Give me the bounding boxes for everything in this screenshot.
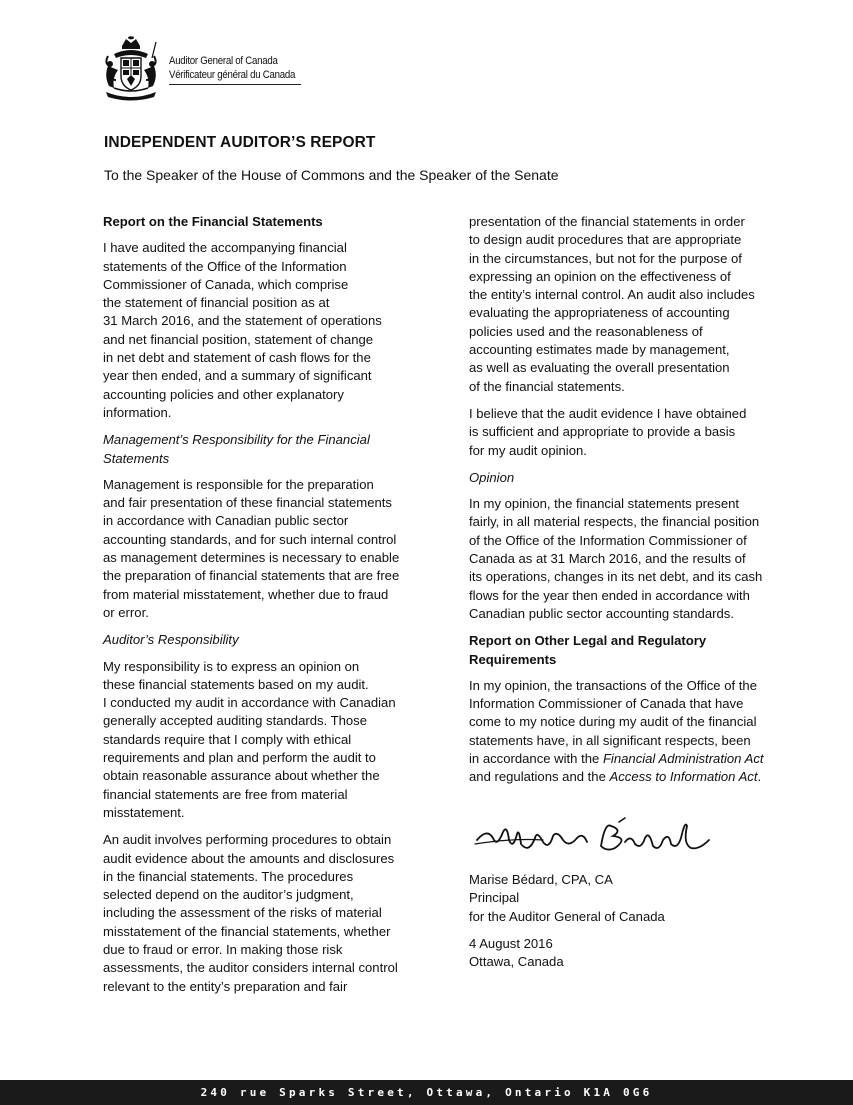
text-line: year then ended, and a summary of significant (103, 368, 372, 384)
legal-line (469, 768, 799, 786)
text-line: in net debt and statement of cash flows for the (103, 350, 371, 366)
text-line: in the circumstances, but not for the purpose of (469, 250, 742, 266)
coat-of-arms-icon (100, 36, 162, 104)
paragraph-auditor-1 (103, 658, 433, 823)
text-line: as well as evaluating the overall presentation (469, 360, 730, 376)
paragraph-auditor-3 (469, 405, 799, 460)
legal-line: In my opinion, the transactions of the Office of the (469, 677, 757, 693)
legal-text: . (757, 769, 762, 785)
footer-bar (0, 1080, 853, 1105)
signatory-role: Principal (469, 890, 520, 906)
text-line: for my audit opinion. (469, 442, 587, 458)
text-line: these financial statements based on my audit. (103, 676, 369, 692)
text-line: due to fraud or error. In making those risk (103, 941, 343, 957)
legal-text: and regulations and the (469, 769, 610, 785)
text-line: in the financial statements. The procedures (103, 868, 354, 884)
text-line: information. (103, 404, 172, 420)
text-line: expressing an opinion on the effectiveness of (469, 268, 731, 284)
text-line: including the assessment of the risks of material (103, 905, 382, 921)
text-line: generally accepted auditing standards. Those (103, 713, 367, 729)
paragraph-auditor-2 (103, 831, 433, 996)
report-place: Ottawa, Canada (469, 954, 564, 970)
right-column (469, 213, 799, 980)
signatory-name: Marise Bédard, CPA, CA (469, 871, 613, 887)
paragraph-intro (103, 239, 433, 422)
text-line: the preparation of financial statements that are free (103, 568, 400, 584)
text-line: Canadian public sector accounting standards. (469, 605, 734, 621)
text-line: its operations, changes in its net debt, and its cash (469, 569, 763, 585)
text-line: of the financial statements. (469, 378, 625, 394)
legal-line (469, 750, 799, 768)
report-title: INDEPENDENT AUDITOR’S REPORT (104, 134, 376, 151)
legal-line: come to my notice during my audit of the financial (469, 714, 757, 730)
text-line: of the Office of the Information Commissioner of (469, 532, 747, 548)
heading-financial-statements: Report on the Financial Statements (103, 214, 323, 229)
org-name-french: Vérificateur général du Canada (169, 69, 296, 81)
legal-line: statements have, in all significant respects, been (469, 732, 751, 748)
text-line: accounting estimates made by management, (469, 342, 730, 358)
text-line: requirements and plan and perform the audit to (103, 750, 376, 766)
text-line: Report on Other Legal and Regulatory (469, 633, 707, 649)
heading-management-responsibility (103, 431, 433, 468)
text-line: relevant to the entity’s preparation and fair (103, 978, 348, 994)
heading-legal-regulatory (469, 632, 799, 669)
text-line: statements of the Office of the Information (103, 258, 347, 274)
text-line: obtain reasonable assurance about whether the (103, 768, 380, 784)
text-line: fairly, in all material respects, the financial position (469, 514, 760, 530)
text-line: policies used and the reasonableness of (469, 323, 703, 339)
text-line: or error. (103, 604, 149, 620)
heading-opinion: Opinion (469, 469, 515, 485)
text-line: assessments, the auditor considers internal control (103, 960, 398, 976)
text-line: accounting standards, and for such internal control (103, 531, 397, 547)
text-line: evaluating the appropriateness of accounting (469, 305, 730, 321)
handwritten-signature (473, 816, 733, 858)
legal-text: in accordance with the (469, 751, 603, 767)
text-line: I have audited the accompanying financial (103, 240, 347, 256)
signature-block (469, 871, 799, 971)
text-line: Management is responsible for the preparation (103, 476, 374, 492)
text-line: In my opinion, the financial statements present (469, 496, 740, 512)
text-line: accounting policies and other explanatory (103, 386, 344, 402)
paragraph-management (103, 476, 433, 622)
text-line: misstatement of the financial statements, whether (103, 923, 391, 939)
text-line: audit evidence about the amounts and disclosures (103, 850, 395, 866)
text-line: Requirements (469, 651, 557, 667)
report-date: 4 August 2016 (469, 935, 553, 951)
text-line: flows for the year then ended in accordance with (469, 587, 750, 603)
text-line: Commissioner of Canada, which comprise (103, 276, 349, 292)
text-line: and fair presentation of these financial statements (103, 495, 392, 511)
paragraph-legal (469, 677, 799, 787)
signatory-for: for the Auditor General of Canada (469, 908, 665, 924)
act-name-financial-administration: Financial Administration Act (602, 751, 764, 767)
text-line: Management’s Responsibility for the Financial (103, 432, 370, 448)
org-names (169, 54, 409, 85)
footer-address: 240 rue Sparks Street, Ottawa, Ontario K1A 0G6 (200, 1086, 653, 1099)
text-line: in accordance with Canadian public sector (103, 513, 349, 529)
letterhead-rule (169, 84, 301, 85)
report-addressee: To the Speaker of the House of Commons and the Speaker of the Senate (104, 167, 559, 183)
legal-line: Information Commissioner of Canada that have (469, 696, 744, 712)
text-line: is sufficient and appropriate to provide a basis (469, 424, 736, 440)
paragraph-opinion (469, 495, 799, 623)
text-line: An audit involves performing procedures to obtain (103, 832, 392, 848)
text-line: Statements (103, 450, 170, 466)
text-line: My responsibility is to express an opinion on (103, 658, 360, 674)
text-line: selected depend on the auditor’s judgment, (103, 887, 354, 903)
heading-auditor-responsibility: Auditor’s Responsibility (103, 632, 239, 648)
org-name-english: Auditor General of Canada (169, 55, 278, 67)
text-line: Canada as at 31 March 2016, and the results of (469, 551, 746, 567)
paragraph-auditor-2-continued (469, 213, 799, 396)
act-name-access-to-information: Access to Information Act (609, 769, 758, 785)
text-line: I believe that the audit evidence I have obtained (469, 405, 747, 421)
text-line: and net financial position, statement of change (103, 331, 374, 347)
text-line: I conducted my audit in accordance with Canadian (103, 695, 396, 711)
text-line: the statement of financial position as at (103, 295, 330, 311)
text-line: from material misstatement, whether due to fraud (103, 586, 389, 602)
text-line: as management determines is necessary to enable (103, 550, 400, 566)
text-line: to design audit procedures that are appropriate (469, 232, 742, 248)
text-line: standards require that I comply with ethical (103, 731, 352, 747)
text-line: misstatement. (103, 804, 185, 820)
text-line: the entity’s internal control. An audit also includes (469, 287, 755, 303)
text-line: financial statements are free from material (103, 786, 348, 802)
left-column (103, 213, 433, 1005)
text-line: presentation of the financial statements in order (469, 214, 745, 229)
text-line: 31 March 2016, and the statement of operations (103, 313, 382, 329)
